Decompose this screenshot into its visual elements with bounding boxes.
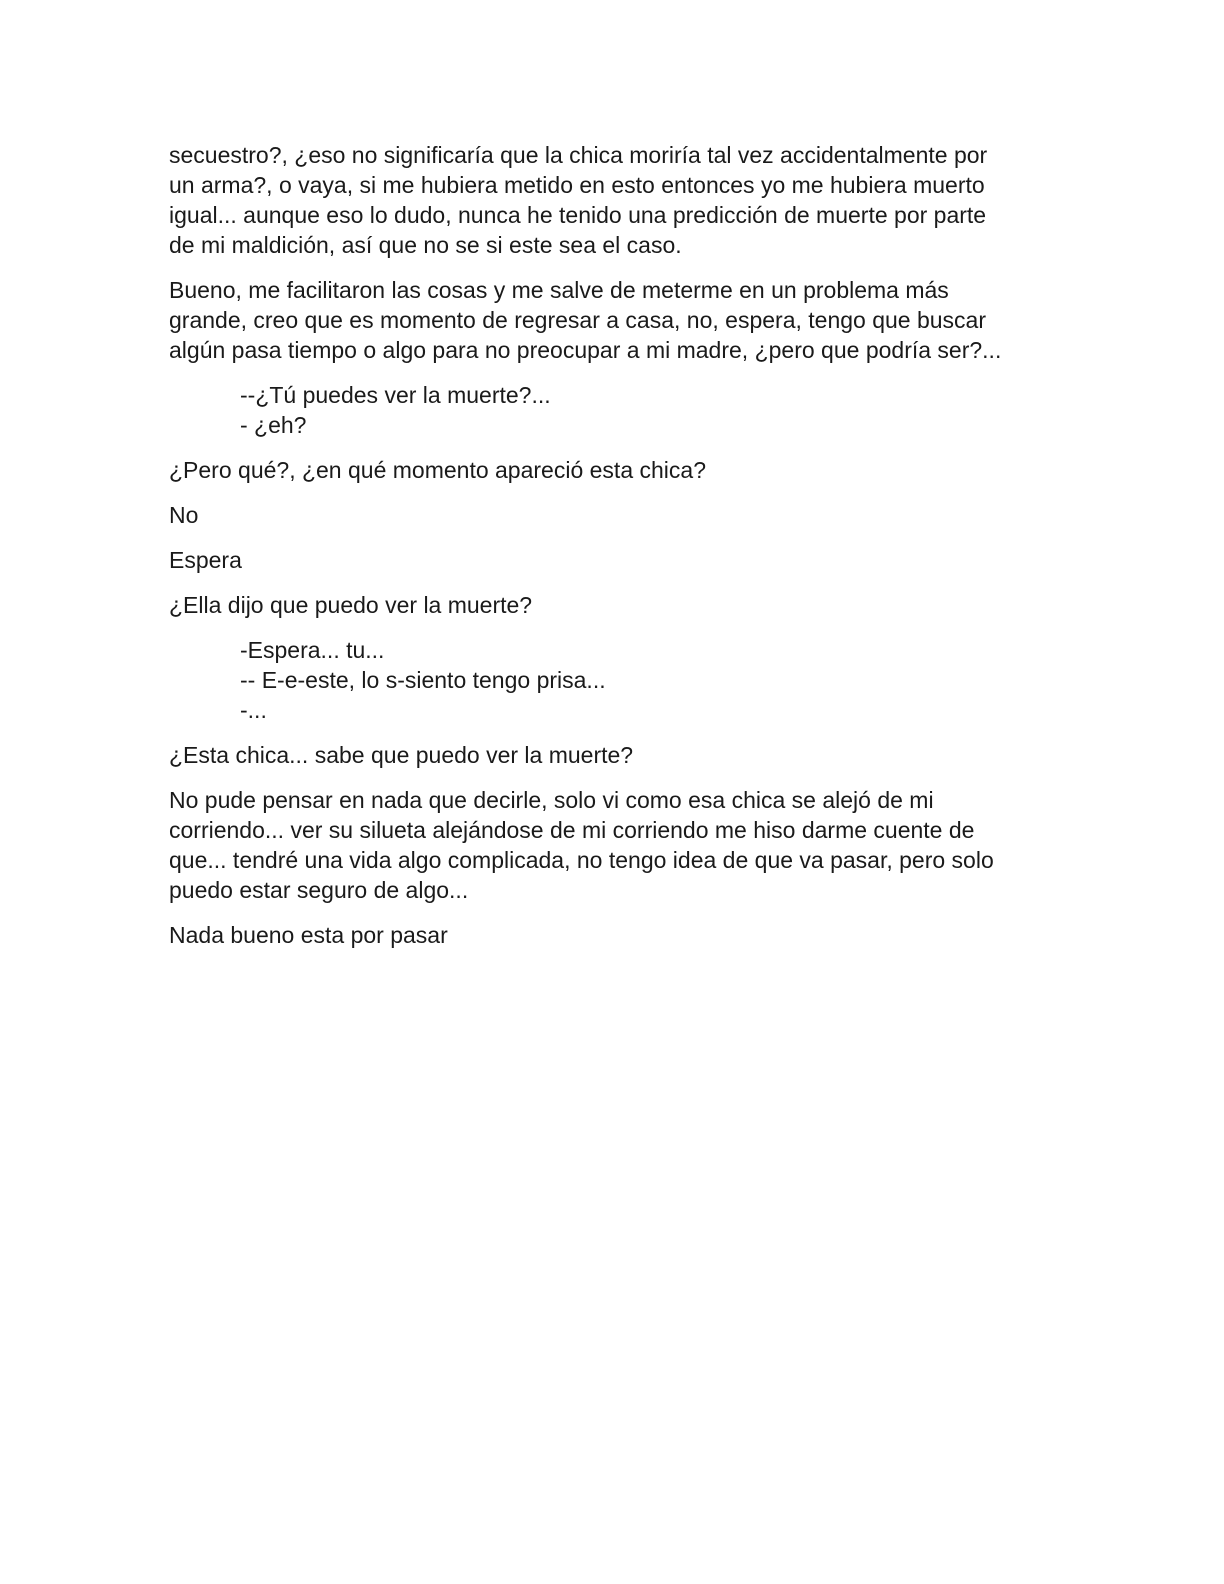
text-line: algún pasa tiempo o algo para no preocupar a mi madre, ¿pero que podría ser?... [169,337,1002,363]
paragraph [169,455,1049,485]
text-line: ¿Ella dijo que puedo ver la muerte? [169,592,533,618]
text-line: ¿Esta chica... sabe que puedo ver la muerte? [169,742,634,768]
dialogue-line: -- E-e-este, lo s-siento tengo prisa... [240,667,606,693]
text-line: ¿Pero qué?, ¿en qué momento apareció esta chica? [169,457,706,483]
text-line: que... tendré una vida algo complicada, no tengo idea de que va pasar, pero solo [169,847,994,873]
text-line: Nada bueno esta por pasar [169,922,448,948]
text-line: grande, creo que es momento de regresar a casa, no, espera, tengo que buscar [169,307,987,333]
paragraph [169,500,1049,530]
paragraph [169,275,1049,365]
dialogue-line: - ¿eh? [240,412,307,438]
text-line: secuestro?, ¿eso no significaría que la chica moriría tal vez accidentalmente por [169,142,988,168]
paragraph [169,590,1049,620]
paragraph [169,740,1049,770]
dialogue-line: --¿Tú puedes ver la muerte?... [240,382,551,408]
text-line: Espera [169,547,242,573]
paragraph [169,785,1049,905]
document-body [169,140,1049,965]
dialogue-block [240,635,1049,725]
dialogue-line: -... [240,697,267,723]
text-line: corriendo... ver su silueta alejándose de mi corriendo me hiso darme cuente de [169,817,975,843]
paragraph [169,920,1049,950]
paragraph [169,140,1049,260]
text-line: igual... aunque eso lo dudo, nunca he tenido una predicción de muerte por parte [169,202,987,228]
text-line: Bueno, me facilitaron las cosas y me salve de meterme en un problema más [169,277,949,303]
dialogue-block [240,380,1049,440]
dialogue-line: -Espera... tu... [240,637,385,663]
text-line: de mi maldición, así que no se si este sea el caso. [169,232,682,258]
text-line: un arma?, o vaya, si me hubiera metido en esto entonces yo me hubiera muerto [169,172,985,198]
text-line: No [169,502,199,528]
text-line: puedo estar seguro de algo... [169,877,469,903]
paragraph [169,545,1049,575]
text-line: No pude pensar en nada que decirle, solo vi como esa chica se alejó de mi [169,787,934,813]
